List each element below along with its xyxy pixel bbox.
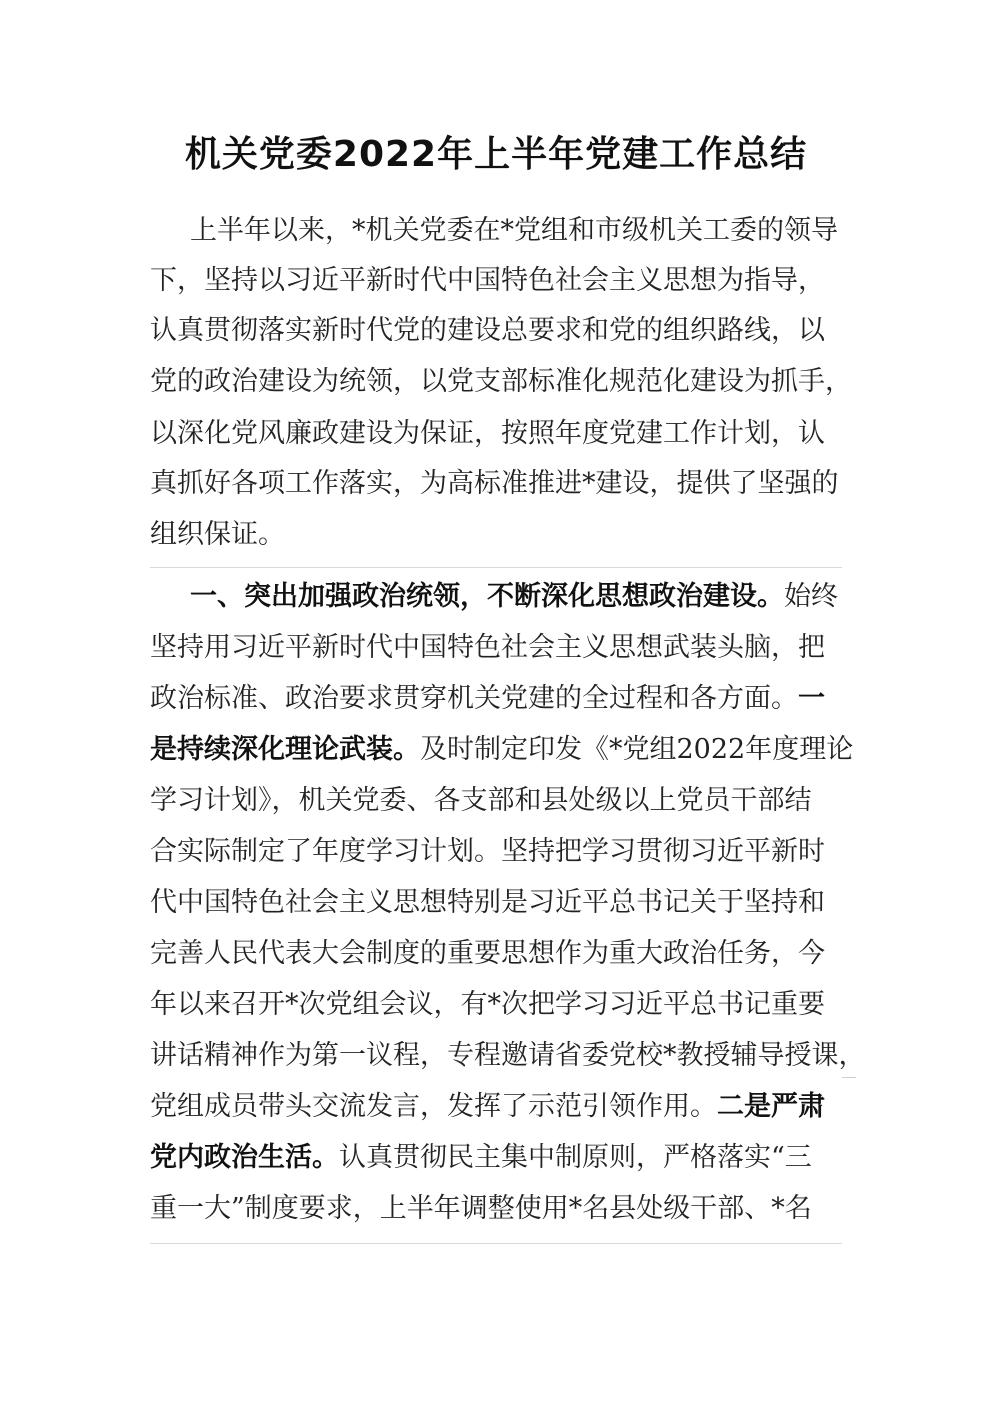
section1-line: [150, 675, 825, 723]
document-title: 机关党委2022年上半年党建工作总结: [184, 134, 808, 175]
section1-line: [150, 1134, 812, 1182]
section1-line: 重一大”制度要求，上半年调整使用*名县处级干部、*名: [150, 1193, 812, 1224]
intro-line: 组织保证。: [150, 519, 285, 550]
intro-line: 下，坚持以习近平新时代中国特色社会主义思想为指导，: [150, 265, 825, 296]
section1-line: 合实际制定了年度学习计划。坚持把学习贯彻习近平新时: [150, 836, 825, 867]
section1-line: 年以来召开*次党组会议，有*次把学习习近平总书记重要: [150, 989, 825, 1020]
page-bottom-divider: [150, 1243, 842, 1244]
section1-text: 及时制定印发《*党组2022年度理论: [420, 734, 854, 765]
section1-line: 学习计划》，机关党委、各支部和县处级以上党员干部结: [150, 785, 812, 816]
section1-text: 认真贯彻民主集中制原则，严格落实“三: [339, 1142, 812, 1173]
subheading-two-cont: 党内政治生活。: [150, 1142, 339, 1173]
subheading-two: 二是严肃: [717, 1091, 825, 1122]
section1-text: 始终: [784, 581, 838, 612]
section1-heading: 一、突出加强政治统领，不断深化思想政治建设。: [190, 581, 784, 612]
section1-line: [190, 573, 838, 621]
section1-line: 完善人民代表大会制度的重要思想作为重大政治任务，今: [150, 938, 825, 969]
section1-line: [150, 1083, 825, 1131]
section1-line: 坚持用习近平新时代中国特色社会主义思想武装头脑，把: [150, 632, 825, 663]
intro-line: 以深化党风廉政建设为保证，按照年度党建工作计划，认: [150, 418, 825, 449]
intro-line: 真抓好各项工作落实，为高标准推进*建设，提供了坚强的: [150, 468, 839, 499]
subheading-one-cont: 是持续深化理论武装。: [150, 734, 420, 765]
section1-line: 代中国特色社会主义思想特别是习近平总书记关于坚持和: [150, 887, 825, 918]
section1-text: 政治标准、政治要求贯穿机关党建的全过程和各方面。: [150, 683, 798, 714]
intro-line: 上半年以来，*机关党委在*党组和市级机关工委的领导: [190, 215, 838, 246]
section1-text: 党组成员带头交流发言，发挥了示范引领作用。: [150, 1091, 717, 1122]
intro-line: 党的政治建设为统领，以党支部标准化规范化建设为抓手，: [150, 366, 852, 397]
section-divider: [150, 567, 842, 568]
section1-line: 讲话精神作为第一议程，专程邀请省委党校*教授辅导授课，: [150, 1040, 866, 1071]
section1-line: [150, 726, 853, 774]
margin-mark: [842, 1077, 856, 1078]
intro-line: 认真贯彻落实新时代党的建设总要求和党的组织路线，以: [150, 315, 825, 346]
subheading-one: 一: [798, 683, 825, 714]
